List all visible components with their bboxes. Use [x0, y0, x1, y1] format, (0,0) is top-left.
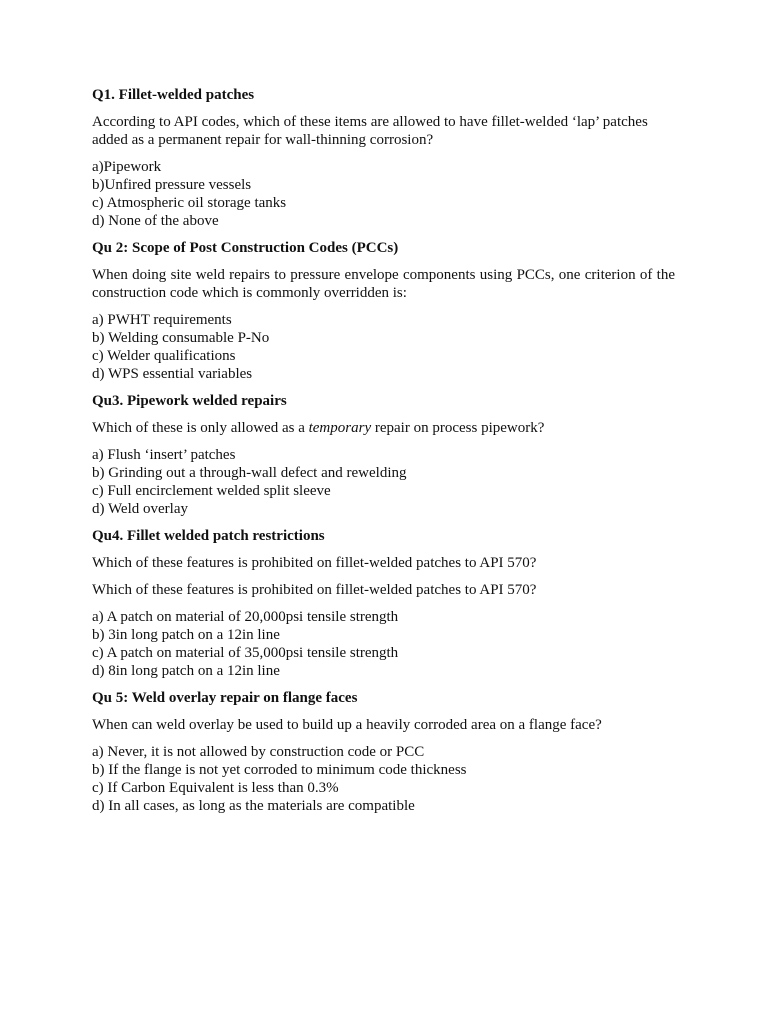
- option-b: b) 3in long patch on a 12in line: [92, 627, 280, 643]
- option-b: b)Unfired pressure vessels: [92, 177, 252, 193]
- option-c: c) If Carbon Equivalent is less than 0.3%: [92, 780, 339, 796]
- option-d: d) In all cases, as long as the materials are compatible: [92, 798, 415, 814]
- option-a: a)Pipework: [92, 159, 162, 175]
- option-list: [92, 446, 675, 518]
- stem-emphasis: temporary: [308, 420, 372, 436]
- option-list: [92, 743, 675, 815]
- option-b: b) Grinding out a through-wall defect and rewelding: [92, 465, 407, 481]
- option-a: a) PWHT requirements: [92, 312, 232, 328]
- question-3: [92, 392, 675, 518]
- option-a: a) Flush ‘insert’ patches: [92, 447, 236, 463]
- option-a: a) A patch on material of 20,000psi tensile strength: [92, 609, 399, 625]
- question-title: Qu4. Fillet welded patch restrictions: [92, 528, 325, 544]
- option-c: c) Welder qualifications: [92, 348, 236, 364]
- option-d: d) None of the above: [92, 213, 219, 229]
- question-stem: According to API codes, which of these items are allowed to have fillet-welded ‘lap’ patches added as a permanent repair for wall-thinning corrosion?: [92, 114, 648, 148]
- question-stem: [92, 419, 675, 437]
- question-title: Qu3. Pipework welded repairs: [92, 393, 287, 409]
- option-list: [92, 311, 675, 383]
- question-title: Q1. Fillet-welded patches: [92, 87, 255, 103]
- stem-text-after: repair on process pipework?: [371, 420, 545, 436]
- question-1: [92, 86, 675, 230]
- option-d: d) Weld overlay: [92, 501, 188, 517]
- question-title: Qu 5: Weld overlay repair on flange faces: [92, 690, 358, 706]
- option-b: b) Welding consumable P-No: [92, 330, 270, 346]
- question-5: [92, 689, 675, 815]
- document-page: [92, 86, 675, 824]
- option-list: [92, 158, 675, 230]
- stem-text-before: Which of these is only allowed as a: [92, 420, 309, 436]
- option-b: b) If the flange is not yet corroded to minimum code thickness: [92, 762, 467, 778]
- option-a: a) Never, it is not allowed by construction code or PCC: [92, 744, 425, 760]
- question-stem-repeat: Which of these features is prohibited on fillet-welded patches to API 570?: [92, 582, 537, 598]
- question-4: [92, 527, 675, 680]
- option-d: d) WPS essential variables: [92, 366, 253, 382]
- question-stem: Which of these features is prohibited on fillet-welded patches to API 570?: [92, 555, 537, 571]
- option-list: [92, 608, 675, 680]
- option-d: d) 8in long patch on a 12in line: [92, 663, 280, 679]
- question-2: [92, 239, 675, 383]
- question-stem: When doing site weld repairs to pressure envelope components using PCCs, one criterion of the construction code which is commonly overridden is:: [92, 267, 675, 301]
- question-title: Qu 2: Scope of Post Construction Codes (PCCs): [92, 240, 399, 256]
- option-c: c) Atmospheric oil storage tanks: [92, 195, 287, 211]
- option-c: c) A patch on material of 35,000psi tensile strength: [92, 645, 399, 661]
- question-stem: When can weld overlay be used to build up a heavily corroded area on a flange face?: [92, 717, 602, 733]
- option-c: c) Full encirclement welded split sleeve: [92, 483, 331, 499]
